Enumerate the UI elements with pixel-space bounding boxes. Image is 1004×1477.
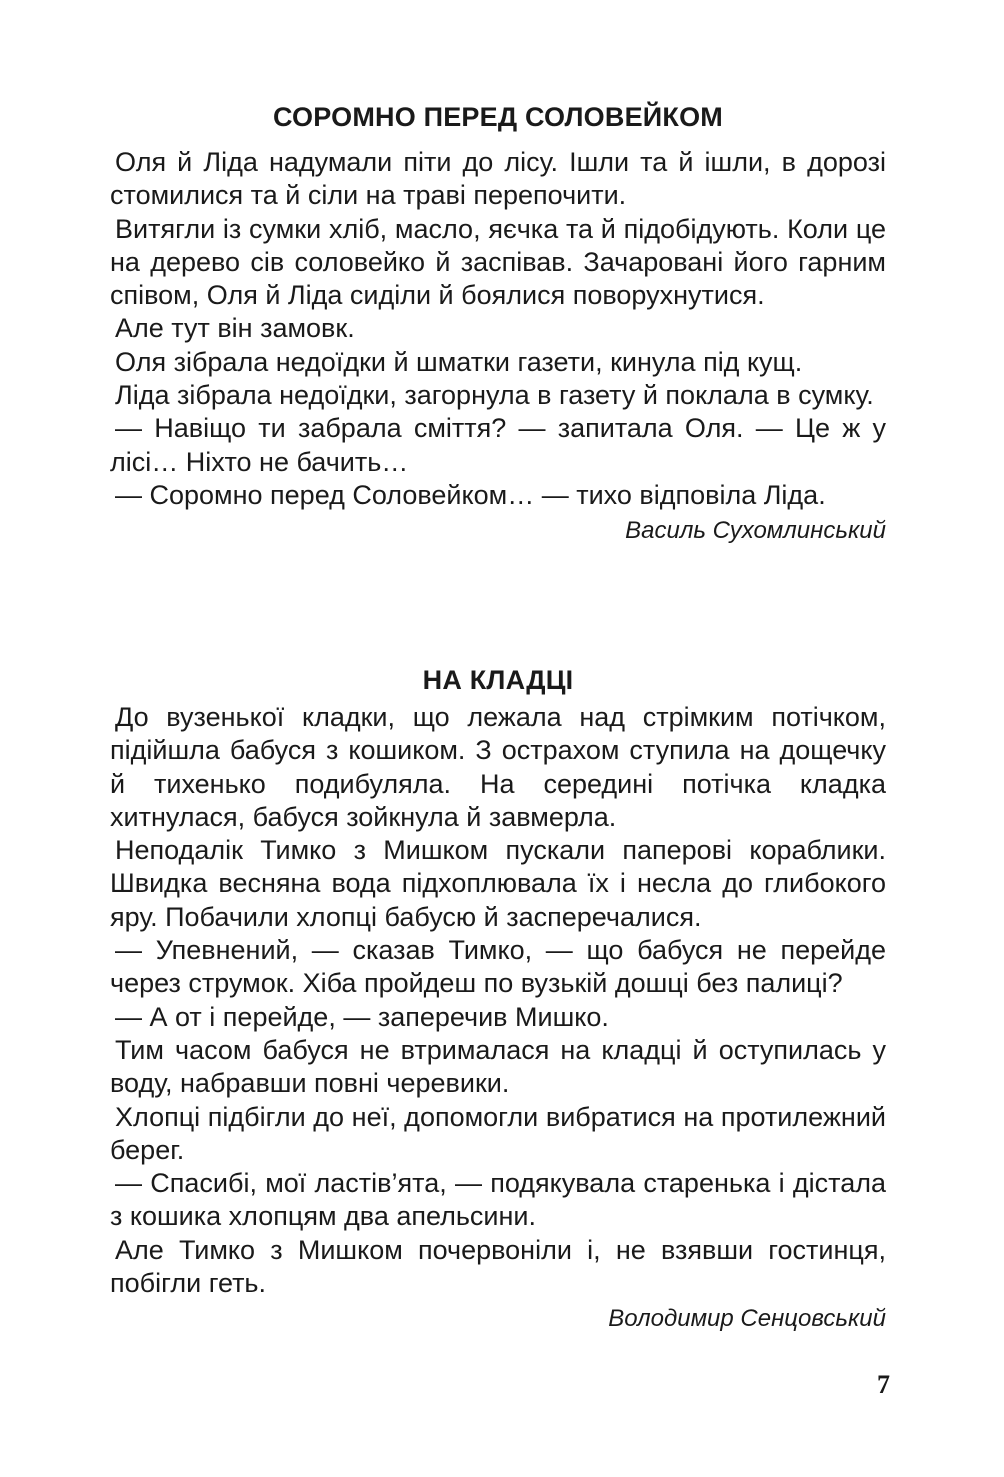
story-paragraph: Оля й Ліда надумали піти до лісу. Ішли та й ішли, в дорозі стомилися та й сіли на траві перепочити. xyxy=(110,147,886,211)
story-paragraph: Витягли із сумки хліб, масло, яєчка та й підобідують. Коли це на дерево сів соловейко й заспівав. Зачаровані його гарним співом, Оля й Ліда сиділи й боялися поворухнутися. xyxy=(110,213,886,311)
story-paragraph: Ліда зібрала недоїдки, загорнула в газету й поклала в сумку. xyxy=(115,380,874,411)
story-paragraph: — Навіщо ти забрала сміття? — запитала Оля. — Це ж у лісі… Ніхто не бачить… xyxy=(110,413,886,477)
story-paragraph: — Упевнений, — сказав Тимко, — що бабуся не перейде через струмок. Хіба пройдеш по вузькій дошці без палиці? xyxy=(110,935,886,999)
story-paragraph: До вузенької кладки, що лежала над стрімким потічком, підійшла бабуся з кошиком. З острахом ступила на дощечку й тихенько подибуляла. На середині потічка кладка хитнулася, бабуся зойкнула й завмерла. xyxy=(110,702,886,832)
story-title: НА КЛАДЦІ xyxy=(422,665,574,695)
story-title: СОРОМНО ПЕРЕД СОЛОВЕЙКОМ xyxy=(273,102,723,132)
story-paragraph: Але Тимко з Мишком почервоніли і, не взявши гостинця, побігли геть. xyxy=(110,1234,886,1299)
story-paragraph: Неподалік Тимко з Мишком пускали паперові кораблики. Швидка весняна вода підхоплювала їх і несла до глибокого яру. Побачили хлопці бабусю й засперечалися. xyxy=(110,835,886,932)
story-paragraph: Оля зібрала недоїдки й шматки газети, кинула під кущ. xyxy=(115,346,803,377)
story-paragraph: — А от і перейде, — заперечив Мишко. xyxy=(115,1001,609,1032)
story-na-kladtsi xyxy=(110,663,886,1334)
story-paragraph: Хлопці підбігли до неї, допомогли вибратися на протилежний берег. xyxy=(110,1101,886,1165)
story-author: Володимир Сенцовський xyxy=(608,1305,886,1333)
story-paragraph: — Соромно перед Соловейком… — тихо відповіла Ліда. xyxy=(115,479,826,510)
story-paragraph: Але тут він замовк. xyxy=(115,313,355,344)
story-soromno-pered-soloveykom xyxy=(110,100,886,546)
story-author: Василь Сухомлинський xyxy=(625,517,886,545)
story-paragraph: — Спасибі, мої ластів’ята, — подякувала старенька і дістала з кошика хлопцям два апельсини. xyxy=(110,1168,886,1232)
story-paragraph: Тим часом бабуся не втрималася на кладці й оступилась у воду, набравши повні черевики. xyxy=(110,1034,886,1099)
page-number: 7 xyxy=(877,1370,890,1399)
